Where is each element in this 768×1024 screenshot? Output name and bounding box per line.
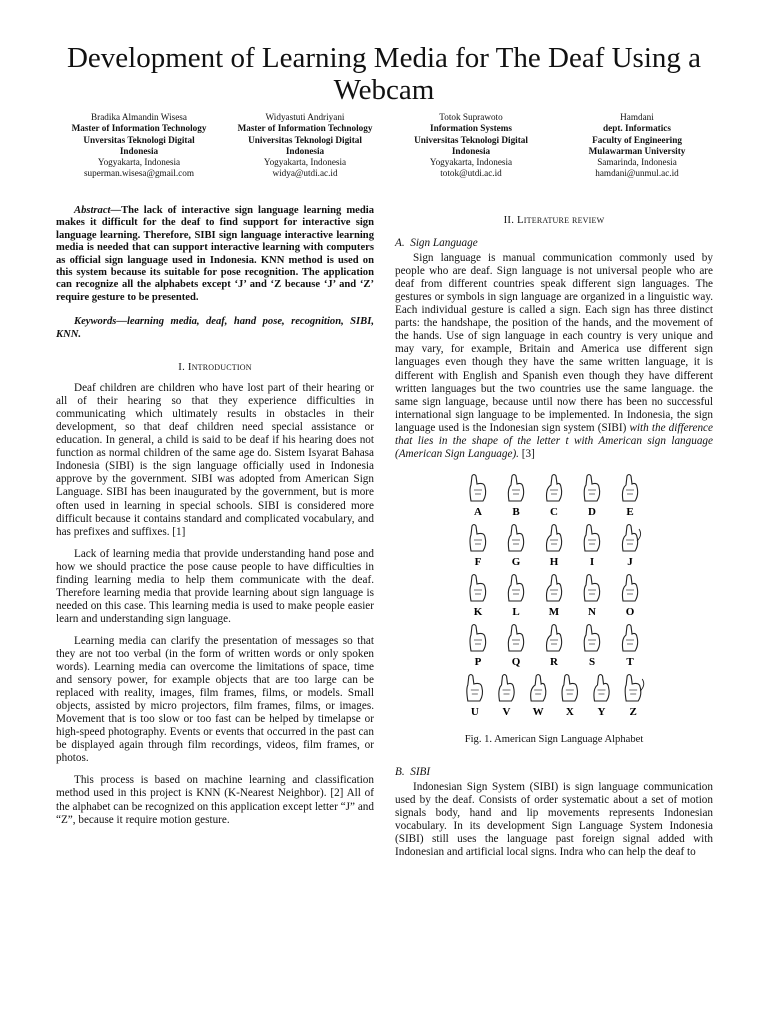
hand-sign-s [584,624,599,651]
paragraph: Indonesian Sign System (SIBI) is sign language communication used by the deaf. Consists of order systematic about a set of motion signals body, hand and lip movements represents Indonesian vocabulary. In its development Sign Language System Indonesia (SIBI) still uses the language past foreign signal added with Indonesian and artificial local signs. Indra who can help the deaf to [395,780,713,859]
author-city: Yogyakarta, Indonesia [429,157,513,168]
paragraph: Learning media can clarify the presentation of messages so that they are not too verbal (in the form of written words or only spoken words). Learning media can overcome the limitations of space, time and sensory power, for example objects that are too large can be replaced with reality, images, film frames, films, or models. Small objects, assisted by micro projectors, film frames, films, or images. Movement that is too slow or too fast can be helped by timelapse or high-speed photography. Events or events that occurred in the past can be displayed again through film recordings, videos, film frames, or photos. [56,634,374,765]
author-affiliation: Universitas Teknologi Digital [248,134,362,145]
author-degree: Information Systems [430,123,512,134]
sign-letter-label: C [550,505,558,518]
section-title: Introduction [187,361,252,374]
subsection-heading-sign-language [395,237,713,250]
sign-letter-label: N [588,605,596,618]
sign-letter-label: E [626,505,634,518]
hand-sign-a [470,474,486,501]
paragraph [395,252,713,461]
sign-letter-label: T [626,655,634,668]
paragraph: Lack of learning media that provide understanding hand pose and how we should practice the pose cause people to have difficulties in finding learning media to help them communicate with the deaf. Therefore learning media that provide learning about sign language is needed on this case. This learning media is used to make people easier learn and understanding sign language. [56,547,374,625]
abstract-text: —The lack of interactive sign language learning media makes it difficult for the deaf to find support for interactive sign language learning. Therefore, SIBI sign language interactive learning media is needed that can support interactive learning with computers as official sign language used in Indonesia. KNN method is used on this system because its suitable for pose recognition. The application can recognize all the alphabets except ‘J’ and ‘Z because ‘J’ and ‘Z’ require gesture to be presented. [56,205,374,303]
sign-letter-label: A [474,505,482,518]
sign-letter-label: B [512,505,520,518]
subsection-label: A. [395,237,405,250]
sign-letter-label: R [550,655,558,668]
sign-letter-label: X [565,705,574,718]
section-number: I. [178,361,185,374]
asl-alphabet-figure [459,469,649,725]
author-city: Samarinda, Indonesia [597,157,677,168]
left-column [56,205,374,827]
hand-sign-k [470,574,486,601]
sign-letter-label: Q [511,655,521,668]
paragraph-text: Sign language is manual communication commonly used by people who are deaf. Sign language is not universal people who are deaf from different countries speak different sign languages. The gestures or symbols in sign language are organized in a linguistic way. Each individual gesture is called a sign. Each sign has three distinct parts: the handshape, the position of the hands, and the movement of the hands. Use of sign language in each country is very unique and may vary, for example, Britain and America use different sign languages even though they have the same written language, it is different with English and Spanish even though they have different written languages but the two countries use the same language. the same sign language, because until now there has been no successful international sign language to be implemented. In Indonesia, the sign language used is the Indonesian sign system (SIBI) [395,252,713,434]
paragraph: Deaf children are children who have lost part of their hearing or all of their hearing so that they experience difficulties in communicating which ultimately results in obstacles in their development, so that deaf children need special assistance or education. In general, a child is said to be deaf if his hearing does not function as normal children of the same age do. Sistem Isyarat Bahasa Indonesia (SIBI) is the sign language officially used in Indonesia approve by the government. SIBI was adopted from American Sign Language. SIBI has been inaugurated by the government, but is more often used in learning in special schools. SIBI is considered more difficult because it contains standard and complicated vocabulary, and has prefixes and suffixes. [1] [56,382,374,538]
subsection-title: Sign Language [410,237,478,250]
sign-letter-label: K [473,605,483,618]
hand-sign-q [508,624,523,651]
hand-sign-m [547,574,562,601]
section-heading-literature [395,214,713,227]
hand-sign-l [508,574,523,601]
author-name: Widyastuti Andriyani [265,112,345,122]
asl-alphabet-image [459,469,649,725]
hand-sign-b [508,474,523,501]
author-degree: Master of Information Technology [237,123,373,134]
sign-letter-label: D [588,505,596,518]
author-affiliation-2: Indonesia [119,145,159,156]
author-2 [222,112,388,180]
section-heading-introduction [56,361,374,374]
sign-letter-label: Y [597,705,606,718]
author-email: superman.wisesa@gmail.com [83,168,194,179]
author-city: Yogyakarta, Indonesia [263,157,347,168]
author-affiliation: Faculty of Engineering [592,134,682,145]
hand-sign-z [625,674,644,701]
right-column [395,205,713,859]
hand-sign-c [547,474,562,501]
author-affiliation-2: Mulawarman University [588,145,686,156]
author-affiliation-2: Indonesia [285,145,325,156]
keywords: Keywords—learning media, deaf, hand pose, recognition, SIBI, KNN. [56,316,374,340]
hand-sign-r [547,624,562,651]
hand-sign-e [622,474,637,501]
sign-letter-label: M [548,605,560,618]
author-block [56,112,720,180]
author-email: hamdani@unmul.ac.id [595,168,679,179]
paper-title: Development of Learning Media for The Deaf Using a Webcam [66,42,702,106]
sign-letter-label: S [588,655,596,668]
hand-sign-n [584,574,599,601]
sign-letter-label: V [502,705,511,718]
sign-letter-label: H [549,555,559,568]
section-title: Literature review [517,214,605,226]
section-number: II. [503,214,515,226]
subsection-heading-sibi [395,766,713,779]
hand-sign-p [470,624,486,651]
author-name: Totok Suprawoto [439,112,503,122]
subsection-title: SIBI [410,765,431,778]
hand-sign-w [531,674,546,701]
hand-sign-j [622,524,640,551]
sign-letter-label: I [589,555,595,568]
author-degree: Master of Information Technology [71,123,207,134]
hand-sign-d [584,474,599,501]
hand-sign-u [467,674,483,701]
hand-sign-i [584,524,599,551]
author-degree: dept. Informatics [603,123,671,134]
author-affiliation-2: Indonesia [451,145,491,156]
hand-sign-g [508,524,523,551]
author-3 [388,112,554,180]
sign-letter-label: J [627,555,633,568]
sign-letter-label: O [625,605,635,618]
hand-sign-x [562,674,577,701]
author-city: Yogyakarta, Indonesia [97,157,181,168]
hand-sign-v [499,674,514,701]
author-name: Bradika Almandin Wisesa [91,112,187,122]
hand-sign-y [594,674,609,701]
hand-sign-f [470,524,486,551]
sign-letter-label: W [532,705,544,718]
author-affiliation: Unversitas Teknologi Digital [83,134,195,145]
subsection-label: B. [395,765,405,778]
sign-letter-label: F [474,555,482,568]
hand-sign-t [622,624,637,651]
author-1 [56,112,222,180]
author-affiliation: Universitas Teknologi Digital [414,134,528,145]
paragraph: This process is based on machine learning and classification method used in this project is KNN (K-Nearest Neighbor). [2] All of the alphabet can be recognized on this application except letter “J” and “Z”, because it require motion gesture. [56,774,374,826]
author-email: totok@utdi.ac.id [440,168,502,179]
author-name: Hamdani [620,112,654,122]
sign-letter-label: G [511,555,521,568]
hand-sign-o [622,574,637,601]
hand-sign-h [547,524,562,551]
author-4 [554,112,720,180]
citation: [3] [518,447,535,460]
sign-letter-label: U [470,705,479,718]
author-email: widya@utdi.ac.id [272,168,338,179]
abstract-label: Abstract [74,205,111,216]
sign-letter-label: Z [629,705,637,718]
sign-letter-label: P [474,655,482,668]
sign-letter-label: L [512,605,520,618]
paragraph-italic-text: with the difference that lies in the shape of the letter t with American sign language (American Sign Language). [395,421,713,460]
figure-caption: Fig. 1. American Sign Language Alphabet [464,733,644,745]
abstract [56,205,374,304]
